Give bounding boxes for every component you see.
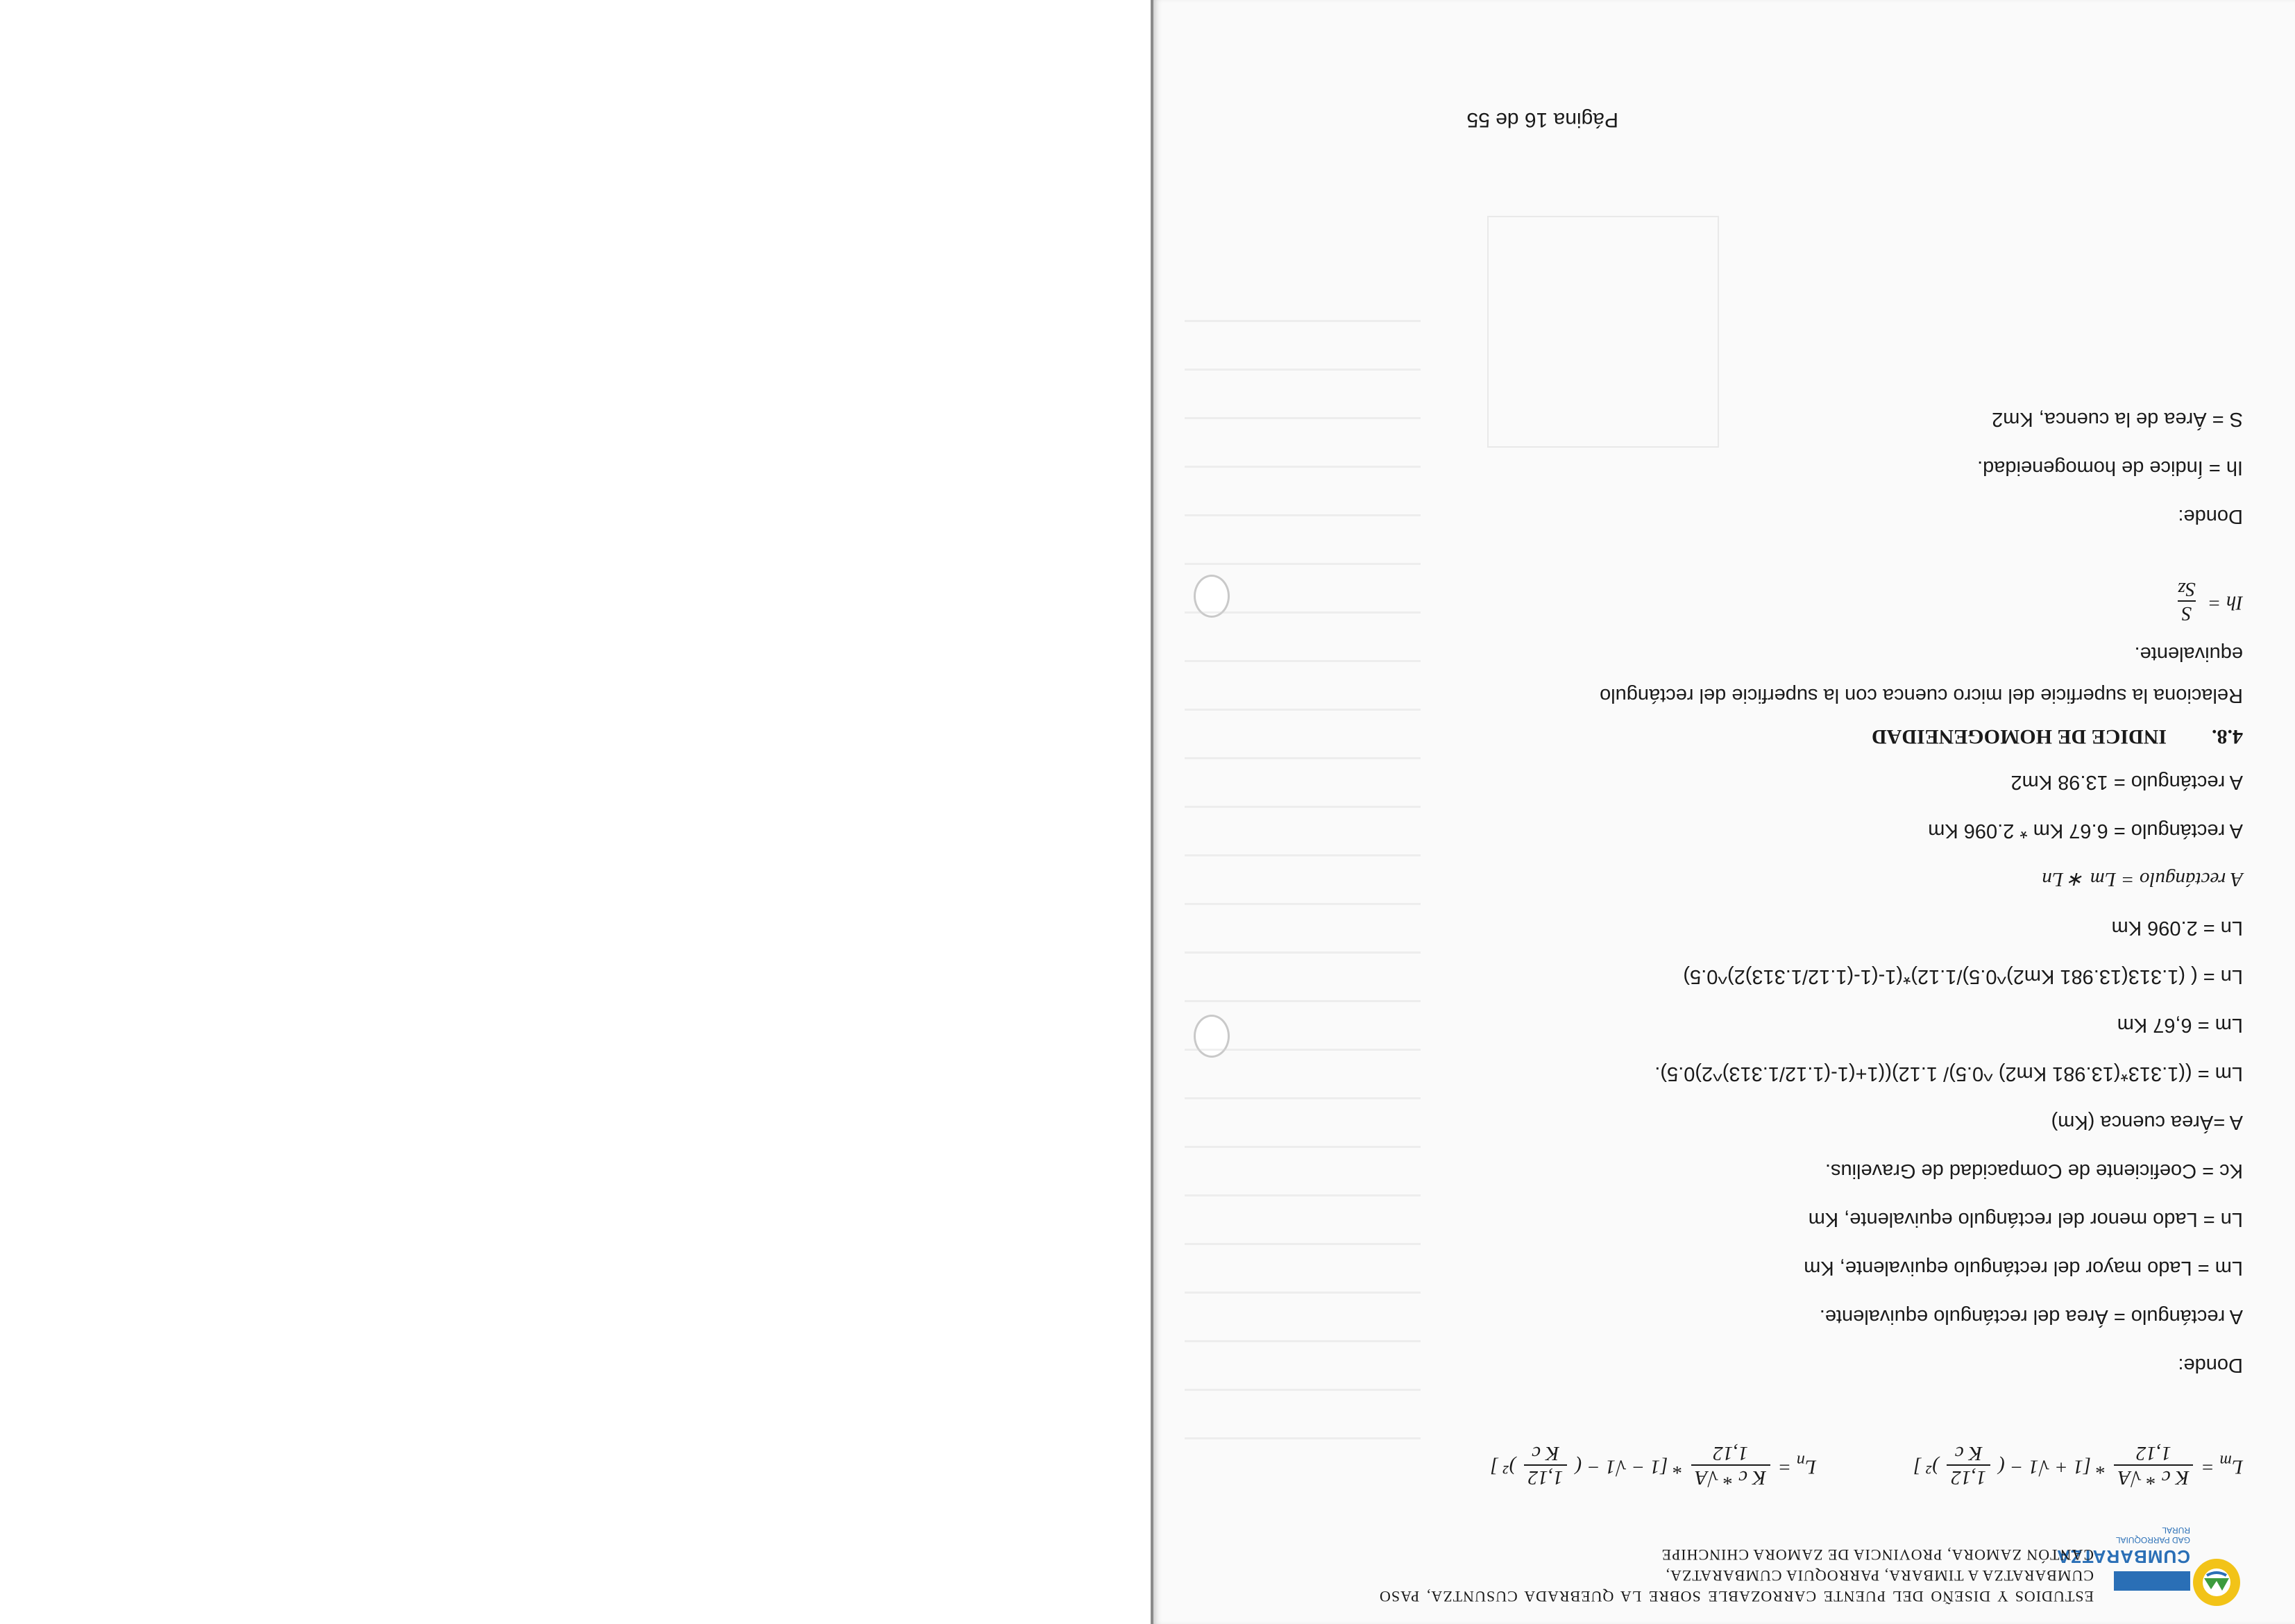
logo-name: CUMBARATZA	[2056, 1546, 2190, 1567]
section-description-line-2: equivalente.	[2134, 643, 2243, 665]
definition-s: S = Área de la cuenca, Km2	[1992, 408, 2243, 430]
result-lm: Lm = 6,67 Km	[2117, 1014, 2243, 1036]
formula-ln-inner-den: K c	[1532, 1442, 1559, 1464]
formula-ih	[2171, 577, 2243, 625]
section-description-line-1: Relaciona la superficie del micro cuenca con la superficie del rectángulo	[1600, 684, 2243, 707]
document-page	[1151, 0, 2295, 1624]
formula-ih-den: Sz	[2177, 578, 2196, 600]
formula-ln: $L_n$ = K c * √A 1,12 * [1 − √1 − ( 1,12 K c )² ]	[1490, 1442, 1816, 1489]
calculation-ln: Ln = ( (1.313(13.981 Km2)^0.5)/1.12)*(1-(1-(1.12/1.313)2)^0.5)	[1683, 965, 2243, 988]
definition-kc: Kc = Coeficiente de Compacidad de Gravelius.	[1824, 1160, 2243, 1182]
definition-ih: Ih = Índice de homogeneidad.	[1977, 457, 2243, 479]
calculation-area: A rectángulo = 6.67 Km * 2.096 Km	[1928, 820, 2243, 842]
formula-lm-inner-den: K c	[1954, 1442, 1983, 1464]
formula-ln-inner-num: 1,12	[1524, 1464, 1568, 1489]
definition-area: A =Área cuenca (Km)	[2051, 1111, 2243, 1133]
donde-label: Donde:	[2178, 1354, 2243, 1376]
formula-ih-lhs: Ih =	[2208, 591, 2243, 614]
bleed-through-map	[1487, 216, 1719, 448]
formula-ih-num: S	[2178, 600, 2196, 625]
formula-ln-lhs: L	[1804, 1455, 1816, 1478]
formula-lm-bracket: [1 + √1 − (	[1998, 1455, 2092, 1478]
definition-ln: Ln = Lado menor del rectángulo equivalente, Km	[1808, 1208, 2243, 1230]
formula-ln-num: K c * √A	[1691, 1464, 1770, 1489]
formula-lm: $L_m$ = K c * √A 1,12 * [1 + √1 − ( 1,12 K c )² ]	[1913, 1442, 2243, 1489]
definition-lm: Lm = Lado mayor del rectángulo equivalente, Km	[1804, 1257, 2243, 1279]
formula-lm-num: K c * √A	[2114, 1464, 2193, 1489]
formula-lm-inner-num: 1,12	[1947, 1464, 1990, 1489]
cumbaratza-logo	[2056, 1521, 2250, 1612]
formula-lm-close: )² ]	[1913, 1455, 1939, 1478]
project-title: ESTUDIOS Y DISEÑO DEL PUENTE CARROZABLE SOBRE LA QUEBRADA CUSUNTZA, PASO CUMBARATZA A TIMBARA, PARROQUIA CUMBARATZA,	[1379, 1567, 2094, 1605]
definition-a-rectangulo: A rectángulo = Área del rectángulo equivalente.	[1819, 1305, 2243, 1328]
formula-lm-sub: m	[2219, 1451, 2232, 1471]
result-area: A rectángulo = 13.98 Km2	[2010, 771, 2243, 793]
section-number: 4.8.	[2212, 725, 2243, 748]
section-title: INDICE DE HOMOGENEIDAD	[1871, 725, 2167, 748]
logo-tagline: GAD PARROQUIAL RURAL	[2116, 1525, 2190, 1545]
bleed-through-text	[1185, 278, 1421, 1457]
calculation-lm: Lm = ((1.313*(13.981 Km2) ^0.5)/ 1.12)((1+(1-(1.12/1.313)^2)0.5).	[1654, 1063, 2243, 1085]
formula-lm-lhs: L	[2231, 1455, 2243, 1478]
formula-ln-bracket: [1 − √1 − (	[1575, 1455, 1668, 1478]
formula-ln-close: )² ]	[1490, 1455, 1516, 1478]
formula-lm-den: 1,12	[2135, 1442, 2171, 1464]
result-ln: Ln = 2.096 Km	[2111, 917, 2243, 939]
formula-ln-sub: n	[1796, 1451, 1805, 1471]
page-number: Página 16 de 55	[1466, 108, 1618, 131]
donde-label-2: Donde:	[2178, 505, 2243, 527]
formula-ln-den: 1,12	[1713, 1442, 1749, 1464]
formula-area-rectangulo: A rectángulo = Lm ∗ Ln	[2042, 868, 2243, 890]
project-location: CANTÓN ZAMORA, PROVINCIA DE ZAMORA CHINCHIPE	[1661, 1546, 2094, 1564]
